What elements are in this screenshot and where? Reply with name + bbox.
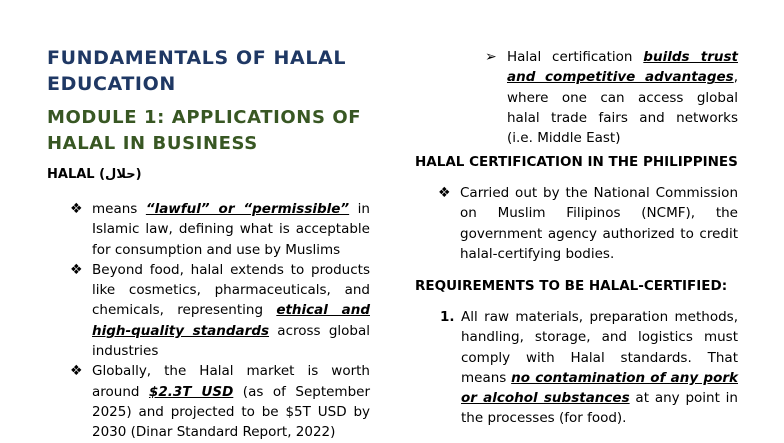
slide-title: FUNDAMENTALS OF HALAL EDUCATION: [47, 47, 347, 95]
halal-bullet-list: [70, 199, 370, 443]
diamond-bullet-icon: ❖: [70, 201, 83, 217]
diamond-bullet-icon: ❖: [70, 363, 83, 380]
item-number: 1.: [440, 309, 455, 325]
requirement-item: [440, 307, 738, 429]
ph-certification-heading: HALAL CERTIFICATION IN THE PHILIPPINES: [415, 154, 738, 170]
bullet-item: [70, 361, 370, 442]
bullet-text: Carried out by the National Commission on Muslim Filipinos (NCMF), the government agency authorized to credit halal-certifying bodies.: [460, 185, 738, 262]
ph-bullet-list: [438, 183, 738, 264]
halal-heading: HALAL (حلال): [47, 167, 142, 182]
requirement-text: All raw materials, preparation methods, handling, storage, and logistics must comply with Halal standards. That means no contamination of any pork or alcohol substances at any point in the processes (for food).: [461, 309, 738, 427]
bullet-text: means “lawful” or “permissible” in Islamic law, defining what is acceptable for consumption and use by Muslims: [92, 201, 370, 258]
bullet-text: Globally, the Halal market is worth around $2.3T USD (as of September 2025) and projected to be $5T USD by 2030 (Dinar Standard Report, 2022): [92, 363, 371, 441]
certification-benefit: [485, 47, 738, 148]
module-subtitle: MODULE 1: APPLICATIONS OF HALAL IN BUSINESS: [47, 107, 362, 154]
arrow-bullet-item: [485, 47, 738, 148]
bullet-text: Beyond food, halal extends to products like cosmetics, pharmaceuticals, and chemicals, representing ethical and high-quality standards across global industries: [92, 261, 370, 360]
requirements-list: [440, 307, 738, 429]
diamond-bullet-icon: ❖: [70, 261, 83, 278]
requirements-heading: REQUIREMENTS TO BE HALAL-CERTIFIED:: [415, 278, 728, 294]
bullet-text: Halal certification builds trust and competitive advantages, where one can access global halal trade fairs and networks (i.e. Middle East): [507, 49, 738, 147]
bullet-item: [70, 260, 370, 361]
bullet-item: [438, 183, 738, 264]
arrow-bullet-icon: ➢: [485, 49, 497, 65]
diamond-bullet-icon: ❖: [438, 185, 451, 201]
bullet-item: [70, 199, 370, 260]
